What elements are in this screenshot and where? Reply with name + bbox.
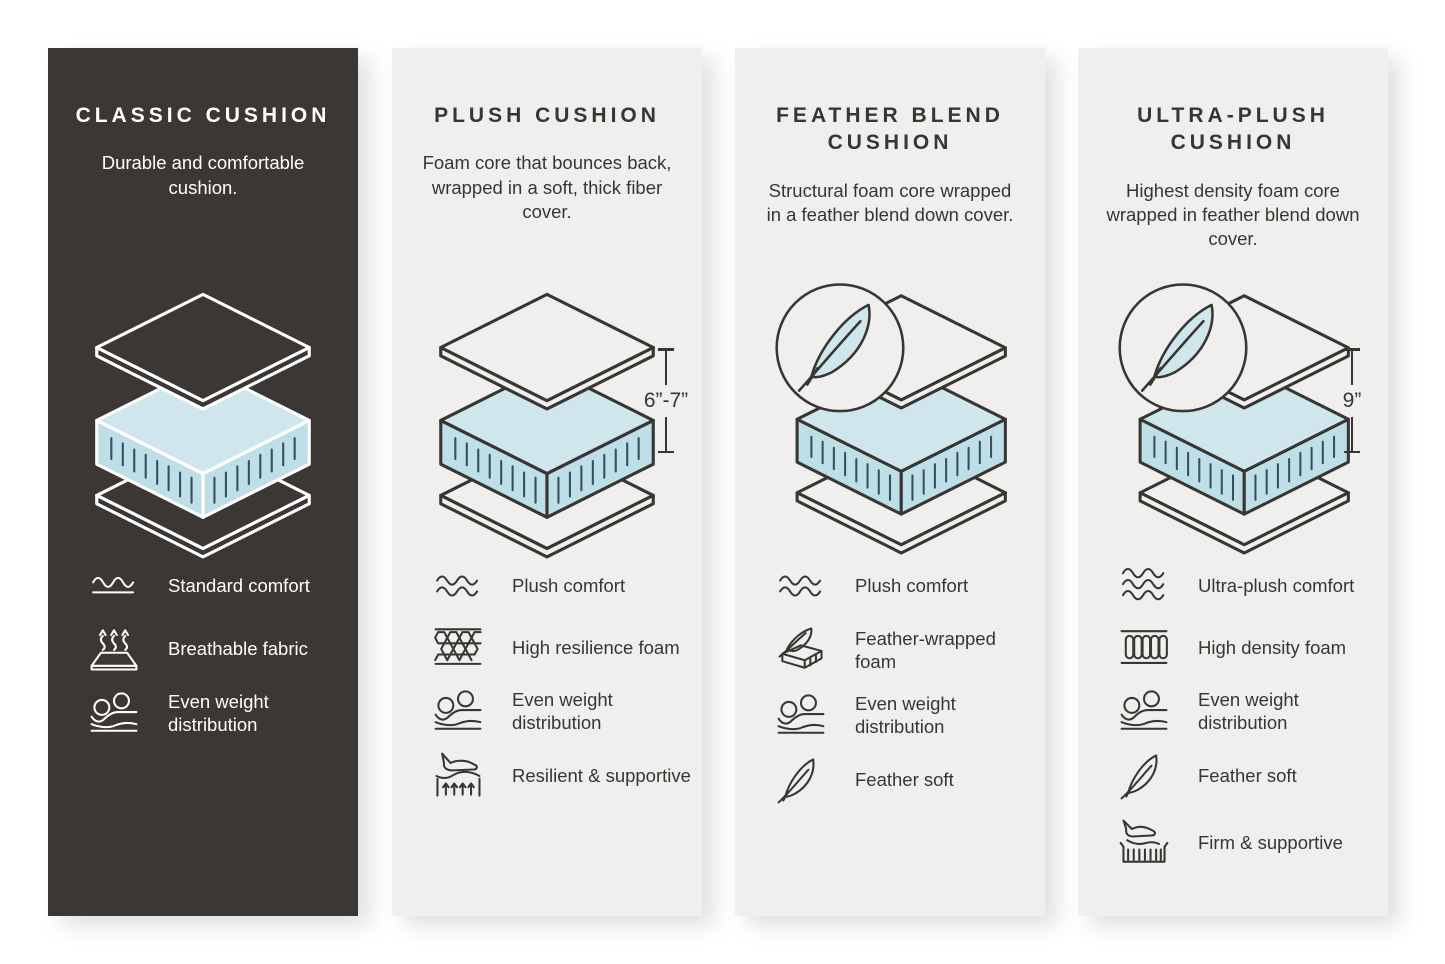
layered-cushion-illustration: [422, 286, 672, 559]
cushion-layers-feather-badge-icon: [756, 260, 1024, 555]
feature-label: High density foam: [1198, 637, 1347, 659]
feature-label: Plush comfort: [855, 574, 969, 596]
honeycomb-foam-icon: [428, 624, 488, 672]
feature-row: [771, 624, 1037, 676]
dimension-line: [1351, 417, 1354, 451]
feature-list: [84, 562, 350, 737]
feature-list: [1114, 562, 1380, 869]
panel-description: Structural foam core wrapped in a feather blend down cover.: [766, 179, 1014, 225]
feature-label: Even weight distribution: [855, 692, 956, 737]
feather-badge-icon: [1120, 284, 1247, 411]
high-density-foam-icon: [1114, 624, 1174, 672]
even-weight-icon: [771, 691, 831, 739]
panel-description: Foam core that bounces back, wrapped in a soft, thick fiber cover.: [422, 152, 672, 223]
panel-feather-blend-cushion: [735, 48, 1045, 916]
feature-label: Breathable fabric: [168, 638, 308, 660]
cushion-layers-icon: [422, 286, 672, 559]
panel-title: CLASSIC CUSHION: [75, 104, 331, 127]
wave-triple-icon: [1114, 564, 1174, 608]
wave-single-icon: [84, 566, 144, 606]
dimension-line: [665, 417, 668, 451]
dimension-line: [665, 351, 668, 385]
layered-cushion-illustration: [756, 260, 1024, 555]
feature-row: [84, 624, 350, 674]
feature-row: [1114, 562, 1380, 609]
feature-row: [771, 691, 1037, 739]
feature-row: [428, 562, 694, 609]
feature-row: [428, 687, 694, 735]
feature-row: [771, 562, 1037, 609]
panel-description: Highest density foam core wrapped in feather blend down cover.: [1106, 179, 1360, 250]
feather-icon: [1114, 750, 1174, 802]
panel-title: FEATHER BLEND CUSHION: [776, 104, 1004, 155]
even-weight-icon: [84, 689, 144, 737]
feature-row: [84, 689, 350, 737]
height-dimension-marker: [1322, 348, 1382, 524]
dimension-line: [1351, 351, 1354, 385]
panel-plush-cushion: [392, 48, 702, 916]
feature-label: Even weight distribution: [512, 688, 613, 733]
feather-badge-icon: [777, 284, 904, 411]
dimension-label: 6”-7”: [643, 388, 689, 412]
even-weight-icon: [1114, 687, 1174, 735]
layered-cushion-illustration: [78, 286, 328, 559]
feather-wrapped-foam-icon: [771, 624, 831, 676]
height-dimension-marker: [636, 348, 696, 524]
feature-label: High resilience foam: [512, 637, 680, 659]
feature-row: [1114, 817, 1380, 869]
feature-label: Even weight distribution: [168, 690, 269, 735]
dimension-cap: [1344, 451, 1360, 454]
feature-row: [428, 624, 694, 672]
feature-row: [1114, 687, 1380, 735]
feature-row: [771, 754, 1037, 806]
panel-title: PLUSH CUSHION: [434, 104, 660, 127]
feather-icon: [771, 754, 831, 806]
feature-row: [1114, 750, 1380, 802]
resilient-supportive-icon: [428, 750, 488, 802]
feature-label: Firm & supportive: [1198, 832, 1343, 854]
feature-label: Plush comfort: [512, 574, 626, 596]
dimension-cap: [658, 451, 674, 454]
dimension-label: 9”: [1342, 388, 1362, 412]
feature-label: Feather-wrapped foam: [855, 627, 996, 672]
feature-label: Feather soft: [855, 769, 954, 791]
firm-supportive-icon: [1114, 817, 1174, 869]
panel-ultra-plush-cushion: [1078, 48, 1388, 916]
feature-label: Ultra-plush comfort: [1198, 574, 1355, 596]
feature-row: [84, 562, 350, 609]
breathable-fabric-icon: [84, 624, 144, 674]
panel-description: Durable and comfortable cushion.: [101, 152, 305, 198]
feature-row: [428, 750, 694, 802]
feature-list: [428, 562, 694, 802]
wave-double-icon: [428, 566, 488, 606]
feature-label: Standard comfort: [168, 574, 310, 596]
panel-title: ULTRA-PLUSH CUSHION: [1137, 104, 1329, 155]
feature-label: Resilient & supportive: [512, 765, 691, 787]
even-weight-icon: [428, 687, 488, 735]
feature-list: [771, 562, 1037, 806]
wave-double-icon: [771, 566, 831, 606]
panel-classic-cushion: [48, 48, 358, 916]
feature-label: Even weight distribution: [1198, 688, 1299, 733]
feature-label: Feather soft: [1198, 765, 1297, 787]
feature-row: [1114, 624, 1380, 672]
cushion-layers-icon: [78, 286, 328, 559]
